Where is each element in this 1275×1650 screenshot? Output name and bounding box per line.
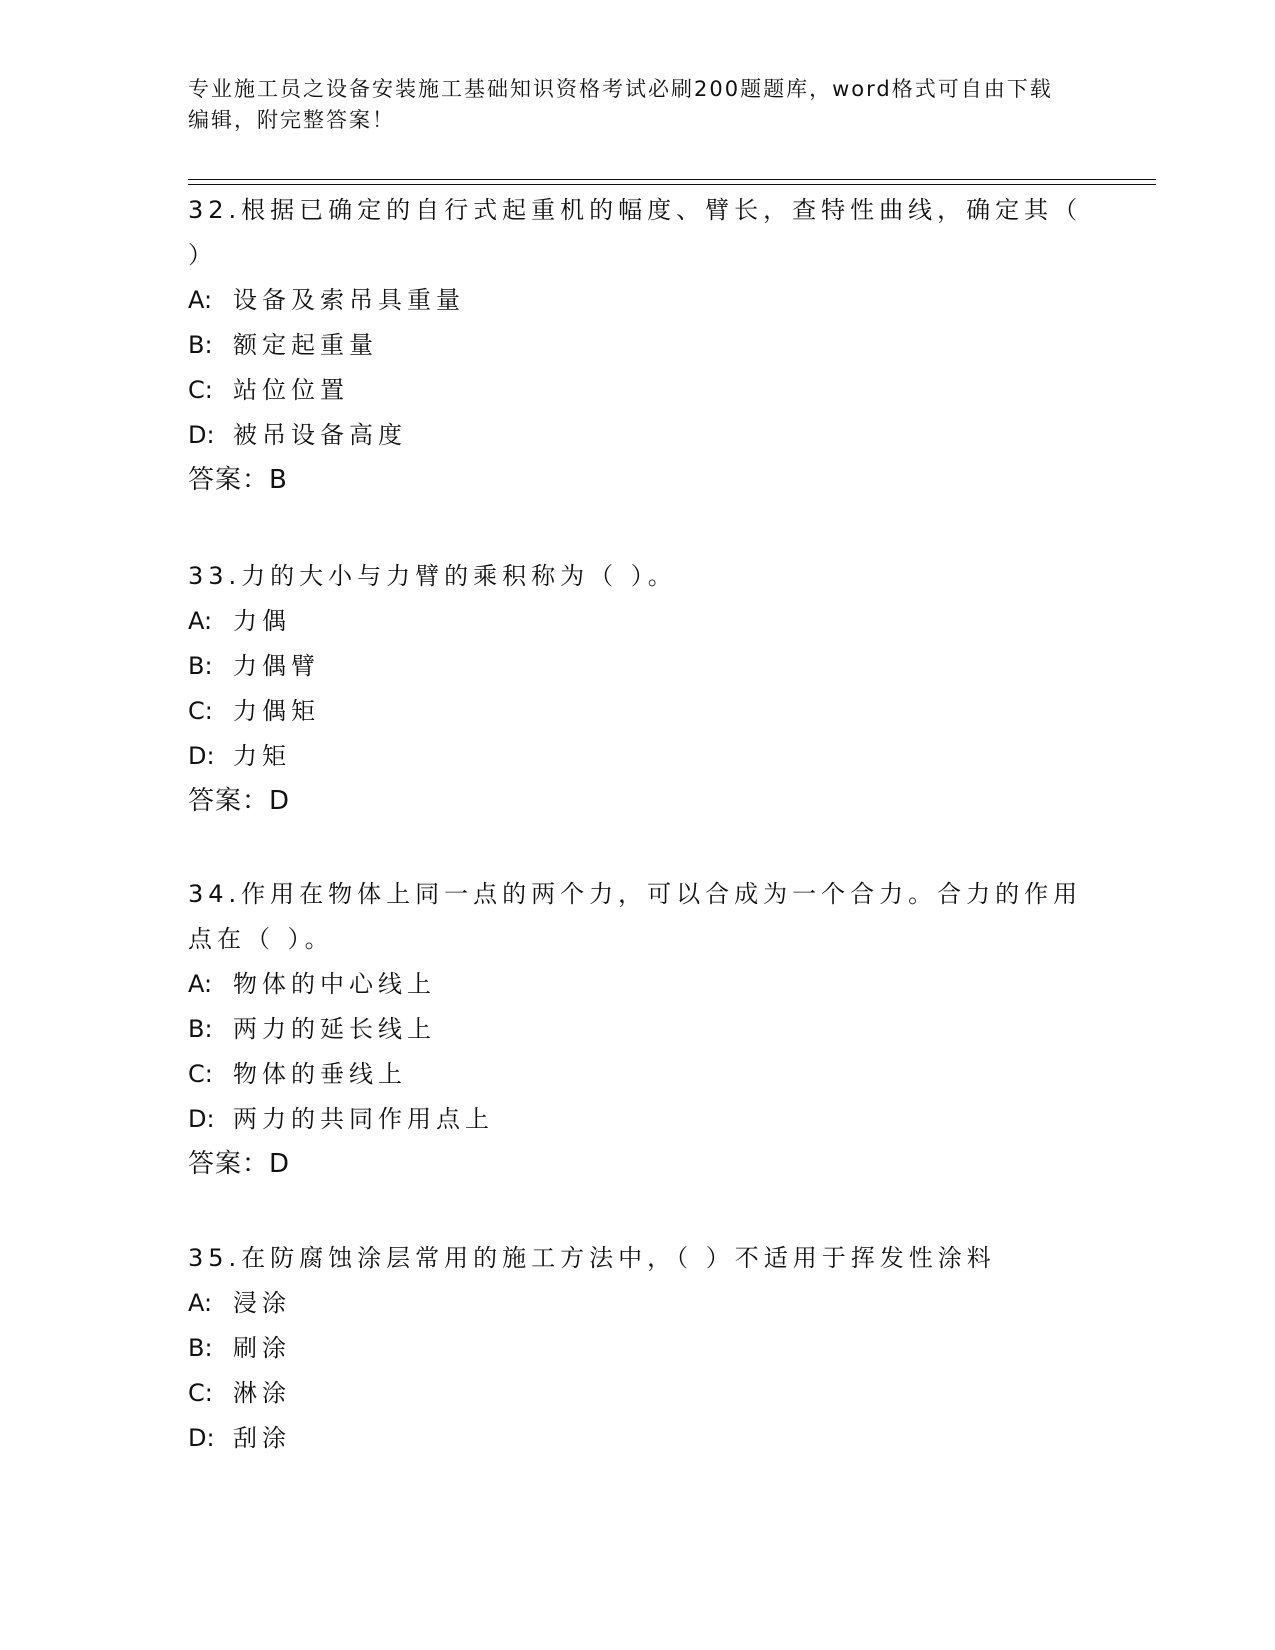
option-label: A: xyxy=(188,1289,213,1317)
option-a xyxy=(188,1281,1088,1326)
option-label: C: xyxy=(188,376,213,404)
option-label: D: xyxy=(188,742,215,770)
question-text: 34.作用在物体上同一点的两个力，可以合成为一个合力。合力的作用点在（ ）。 xyxy=(188,880,1083,953)
option-text: 站位位置 xyxy=(233,376,349,404)
option-c xyxy=(188,1052,1088,1097)
option-d xyxy=(188,1416,1088,1461)
option-c xyxy=(188,368,1088,413)
option-b xyxy=(188,1326,1088,1371)
option-text: 刷涂 xyxy=(233,1334,291,1362)
option-b xyxy=(188,323,1088,368)
header-divider-top xyxy=(188,179,1156,180)
answer: 答案：D xyxy=(188,786,291,816)
question-34 xyxy=(188,872,1088,1187)
option-b xyxy=(188,644,1088,689)
document-title: 专业施工员之设备安装施工基础知识资格考试必刷200题题库，word格式可自由下载编辑，附完整答案！ xyxy=(188,77,1053,132)
option-label: D: xyxy=(188,1424,215,1452)
option-text: 淋涂 xyxy=(233,1379,291,1407)
header-divider-bottom xyxy=(188,184,1156,185)
option-text: 两力的延长线上 xyxy=(233,1015,436,1043)
option-d xyxy=(188,734,1088,779)
option-d xyxy=(188,413,1088,458)
option-label: C: xyxy=(188,697,213,725)
option-label: B: xyxy=(188,1015,213,1043)
option-text: 力偶矩 xyxy=(233,697,320,725)
option-label: C: xyxy=(188,1379,213,1407)
option-a xyxy=(188,278,1088,323)
option-d xyxy=(188,1097,1088,1142)
option-text: 设备及索吊具重量 xyxy=(233,286,465,314)
option-label: D: xyxy=(188,421,215,449)
question-35 xyxy=(188,1236,1088,1461)
question-33 xyxy=(188,554,1088,824)
question-text: 33.力的大小与力臂的乘积称为（ ）。 xyxy=(188,562,677,590)
option-label: A: xyxy=(188,286,213,314)
option-c xyxy=(188,1371,1088,1416)
option-text: 浸涂 xyxy=(233,1289,291,1317)
option-text: 力偶 xyxy=(233,607,291,635)
option-label: A: xyxy=(188,607,213,635)
option-text: 力偶臂 xyxy=(233,652,320,680)
question-32 xyxy=(188,188,1088,503)
question-text: 32.根据已确定的自行式起重机的幅度、臂长，查特性曲线，确定其（ ） xyxy=(188,196,1083,269)
option-text: 刮涂 xyxy=(233,1424,291,1452)
answer: 答案：B xyxy=(188,465,288,495)
option-text: 力矩 xyxy=(233,742,291,770)
option-label: B: xyxy=(188,331,213,359)
option-text: 物体的垂线上 xyxy=(233,1060,407,1088)
option-text: 物体的中心线上 xyxy=(233,970,436,998)
option-label: A: xyxy=(188,970,213,998)
option-label: B: xyxy=(188,1334,213,1362)
option-text: 两力的共同作用点上 xyxy=(233,1105,494,1133)
option-label: D: xyxy=(188,1105,215,1133)
option-text: 被吊设备高度 xyxy=(233,421,407,449)
question-text: 35.在防腐蚀涂层常用的施工方法中，（ ）不适用于挥发性涂料 xyxy=(188,1244,996,1272)
option-label: B: xyxy=(188,652,213,680)
answer: 答案：D xyxy=(188,1149,291,1179)
option-b xyxy=(188,1007,1088,1052)
option-label: C: xyxy=(188,1060,213,1088)
option-text: 额定起重量 xyxy=(233,331,378,359)
option-a xyxy=(188,599,1088,644)
option-c xyxy=(188,689,1088,734)
option-a xyxy=(188,962,1088,1007)
